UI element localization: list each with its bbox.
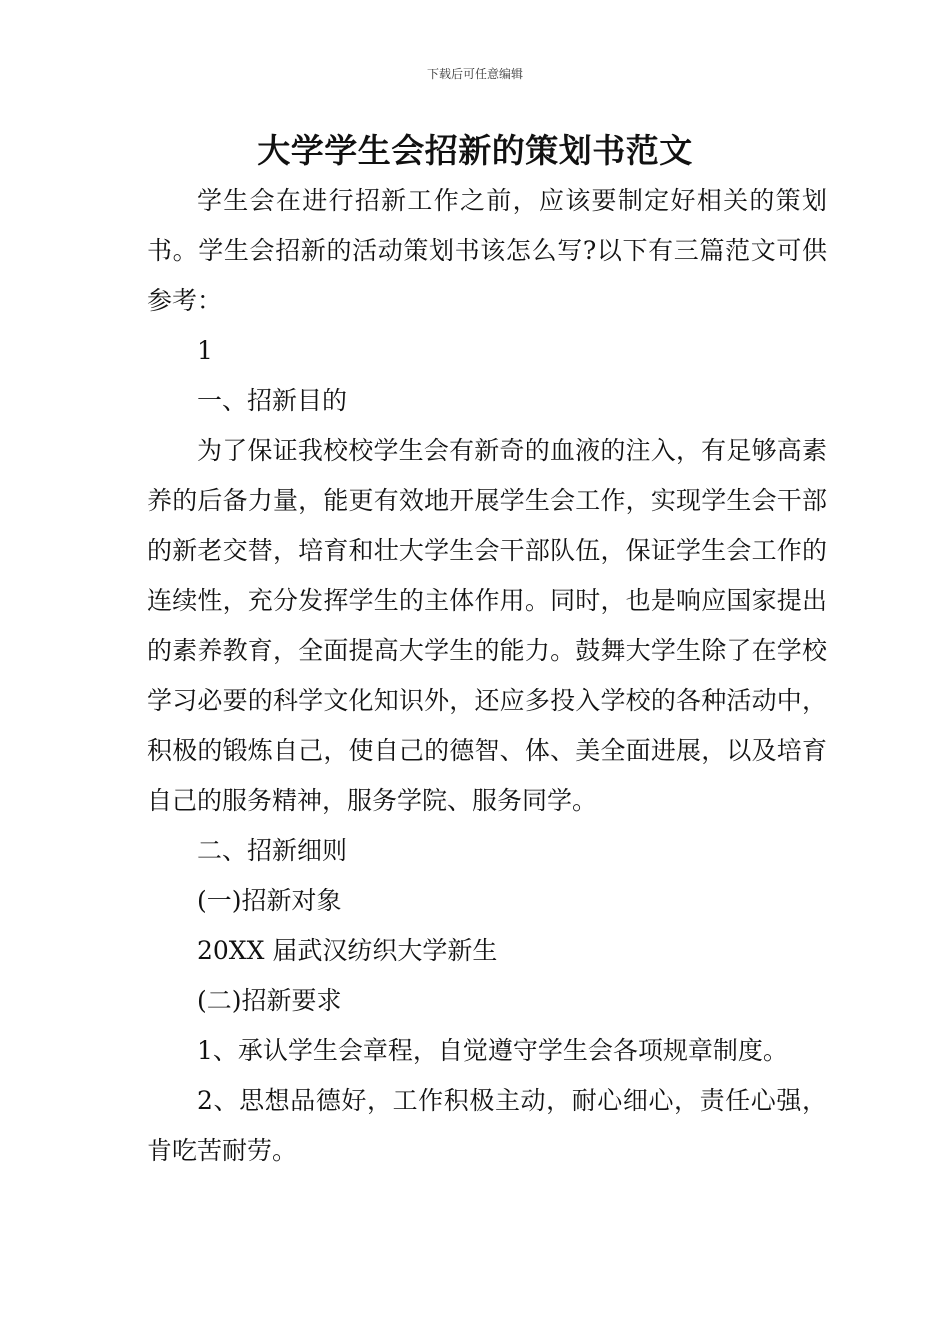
document-title: 大学学生会招新的策划书范文 — [257, 131, 693, 170]
page-header-note: 下载后可任意编辑 — [426, 67, 523, 81]
paragraph-section-number: 1 — [197, 336, 213, 365]
requirement-item: 1、承认学生会章程，自觉遵守学生会各项规章制度。 — [197, 1036, 788, 1065]
requirement-item: 2、思想品德好，工作积极主动，耐心细心，责任心强，肯吃苦耐劳。 — [147, 1086, 827, 1165]
paragraph-intro: 学生会在进行招新工作之前，应该要制定好相关的策划书。学生会招新的活动策划书该怎么写?以下有三篇范文可供参考： — [147, 186, 827, 315]
heading-purpose: 一、招新目的 — [197, 386, 348, 415]
heading-rules: 二、招新细则 — [197, 836, 348, 865]
paragraph-purpose: 为了保证我校校学生会有新奇的血液的注入，有足够高素养的后备力量，能更有效地开展学生会工作，实现学生会干部的新老交替，培育和壮大学生会干部队伍，保证学生会工作的连续性，充分发挥学生的主体作用。同时，也是响应国家提出的素养教育，全面提高大学生的能力。鼓舞大学生除了在学校学习必要的科学文化知识外，还应多投入学校的各种活动中，积极的锻炼自己，使自己的德智、体、美全面进展，以及培育自己的服务精神，服务学院、服务同学。 — [147, 436, 827, 815]
subheading-requirements: (二)招新要求 — [197, 986, 342, 1015]
subheading-target: (一)招新对象 — [197, 886, 342, 915]
document-body — [147, 176, 827, 1176]
paragraph-target: 20XX 届武汉纺织大学新生 — [197, 936, 498, 965]
